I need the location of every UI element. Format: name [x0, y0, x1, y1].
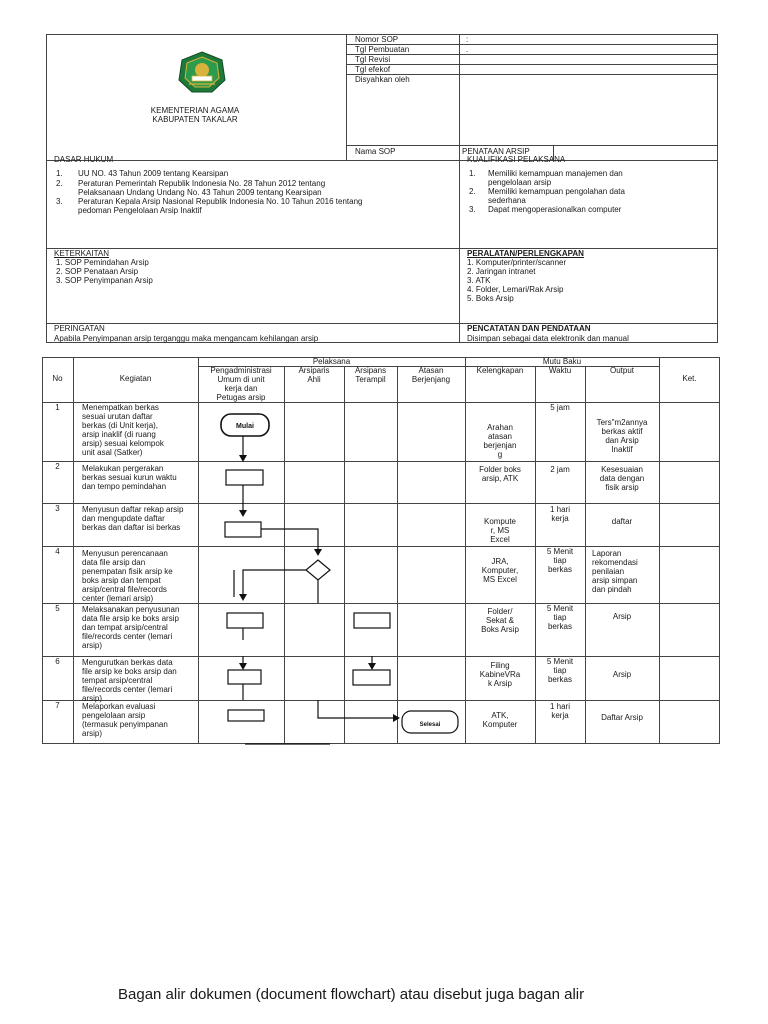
- dasar-hukum-item-2: Peraturan Pemerintah Republik Indonesia No. 28 Tahun 2012 tentang Pelaksanaan Undang Undang No. 43 Tahun 2009 tentang Kearsipan: [78, 179, 326, 197]
- col-no: No: [52, 374, 63, 383]
- col-kelengkapan: Kelengkapan: [476, 366, 524, 375]
- row-6-output: Arsip: [612, 670, 632, 679]
- row-3-output: daftar: [611, 517, 633, 526]
- meta-label-efektif: Tgl efekof: [355, 65, 391, 74]
- process-box-7: [228, 710, 264, 721]
- figure-caption: Bagan alir dokumen (document flowchart) atau disebut juga bagan alir: [118, 986, 585, 1003]
- row-3-kegiatan: Menyusun daftar rekap arsip dan mengupdate daftar berkas dan daftar isi berkas: [82, 505, 184, 532]
- row-3-waktu: 1 hari kerja: [549, 505, 570, 523]
- row-7-waktu: 1 hari kerja: [549, 702, 570, 720]
- row-4-no: 4: [55, 547, 60, 556]
- peralatan-item-3: 3. ATK: [467, 276, 491, 285]
- row-1-kelengkapan: Arahan atasan berjenjan g: [483, 423, 517, 459]
- peringatan-title: PERINGATAN: [54, 324, 105, 333]
- col-output: Output: [609, 366, 634, 375]
- col-mutu-baku: Mutu Baku: [542, 357, 582, 366]
- meta-value-nomor: :: [466, 35, 469, 44]
- process-box-5a: [227, 613, 263, 628]
- peringatan-text: Apabila Penyimpanan arsip terganggu maka mengancam kehilangan arsip: [54, 334, 319, 343]
- row-1-waktu: 5 jam: [550, 403, 570, 412]
- row-4-waktu: 5 Menit tiap berkas: [546, 547, 574, 574]
- meta-label-revisi: Tgl Revisi: [355, 55, 391, 64]
- row-5-kelengkapan: Folder/ Sekat & Boks Arsip: [481, 607, 519, 634]
- row-5-no: 5: [55, 604, 60, 613]
- row-1-output: Ters"m2annya berkas aktif dan Arsip Inaktif: [596, 418, 648, 454]
- dasar-hukum-num-2: 2.: [56, 179, 63, 188]
- row-2-kelengkapan: Folder boks arsip, ATK: [479, 465, 521, 483]
- peralatan-title: PERALATAN/PERLENGKAPAN: [467, 249, 584, 258]
- col-ket: Ket.: [682, 374, 697, 383]
- peralatan-item-4: 4. Folder, Lemari/Rak Arsip: [467, 285, 564, 294]
- peralatan-item-1: 1. Komputer/printer/scanner: [467, 258, 567, 267]
- col-arsiparis-terampil: Arsipans Terampil: [354, 366, 387, 384]
- process-box-6a: [228, 670, 261, 684]
- row-7-kelengkapan: ATK, Komputer: [482, 711, 518, 729]
- col-kegiatan: Kegiatan: [119, 374, 152, 383]
- row-7-no: 7: [55, 701, 60, 710]
- col-pelaksana: Pelaksana: [312, 357, 351, 366]
- col-pengadministrasi: Pengadministrasi Umum di unit kerja dan Petugas arsip: [210, 366, 272, 402]
- kualifikasi-num-3: 3.: [469, 205, 476, 214]
- row-5-output: Arsip: [612, 612, 632, 621]
- col-waktu: Waktu: [548, 366, 572, 375]
- dasar-hukum-num-3: 3.: [56, 197, 63, 206]
- org-line2: KABUPATEN TAKALAR: [152, 115, 238, 124]
- row-3-no: 3: [55, 504, 60, 513]
- peralatan-item-5: 5. Boks Arsip: [467, 294, 514, 303]
- row-1-no: 1: [55, 403, 60, 412]
- row-4-kegiatan: Menyusun perencanaan data file arsip dan penempatan fisik arsip ke boks arsip dan tempat arsip/central file/records center (lemari arsip): [82, 549, 173, 603]
- col-atasan: Atasan Berjenjang: [411, 366, 451, 384]
- col-arsiparis-ahli: Arsiparis Ahli: [298, 366, 330, 384]
- kualifikasi-item-2: Memiliki kemampuan pengolahan data sederhana: [488, 187, 625, 205]
- nama-sop-value: PENATAAN ARSIP: [462, 147, 530, 156]
- row-6-kegiatan: Mengurutkan berkas data file arsip ke boks arsip dan tempat arsip/central file/records center (lemari arsip): [82, 658, 177, 703]
- keterkaitan-item-1: 1. SOP Pemindahan Arsip: [56, 258, 149, 267]
- peralatan-item-2: 2. Jaringan intranet: [467, 267, 536, 276]
- row-2-kegiatan: Melakukan pergerakan berkas sesuai kurun waktu dan tempo pemindahan: [82, 464, 177, 491]
- keterkaitan-title: KETERKAITAN: [54, 249, 109, 258]
- dasar-hukum-item-3: Peraturan Kepala Arsip Nasional Republik Indonesia No. 10 Tahun 2016 tentang pedoman Pengelolaan Arsip Inaktif: [78, 197, 363, 215]
- row-6-waktu: 5 Menit tiap berkas: [546, 657, 574, 684]
- meta-label-pembuatan: Tgl Pembuatan: [355, 45, 410, 54]
- row-2-no: 2: [55, 462, 60, 471]
- kualifikasi-title: KUALIFIKASI PELAKSANA: [467, 155, 566, 164]
- dasar-hukum-title: DASAR HUKUM: [54, 155, 114, 164]
- row-7-output: Daftar Arsip: [601, 713, 643, 722]
- meta-value-pembuatan: .: [466, 45, 469, 54]
- process-box-6b: [353, 670, 390, 685]
- kualifikasi-item-3: Dapat mengoperasionalkan computer: [488, 205, 622, 214]
- process-box-5b: [354, 613, 390, 628]
- kualifikasi-num-1: 1.: [469, 169, 476, 178]
- start-label: Mulai: [236, 423, 254, 430]
- decision-diamond-4: [306, 560, 330, 580]
- meta-label-nomor: Nomor SOP: [355, 35, 399, 44]
- row-7-kegiatan: Melaporkan evaluasi pengelolaan arsip (termasuk penyimpanan arsip): [82, 702, 168, 738]
- pencatatan-title: PENCATATAN DAN PENDATAAN: [467, 324, 591, 333]
- row-5-kegiatan: Melaksanakan penyusunan data file arsip ke boks arsip dan tempat arsip/central file/records center (lemari arsip): [82, 605, 180, 650]
- meta-label-disyahkan: Disyahkan oleh: [355, 75, 410, 84]
- pencatatan-text: Disimpan sebagai data elektronik dan manual: [467, 334, 629, 343]
- end-label: Selesai: [419, 722, 441, 728]
- nama-sop-label: Nama SOP: [355, 147, 396, 156]
- kualifikasi-num-2: 2.: [469, 187, 476, 196]
- row-6-kelengkapan: Filing KabineVRa k Arsip: [479, 661, 521, 688]
- keterkaitan-item-3: 3. SOP Penyimpanan Arsip: [56, 276, 153, 285]
- keterkaitan-item-2: 2. SOP Penataan Arsip: [56, 267, 139, 276]
- org-line1: KEMENTERIAN AGAMA: [150, 106, 240, 115]
- kualifikasi-item-1: Memiliki kemampuan manajemen dan pengelolaan arsip: [488, 169, 623, 187]
- row-6-no: 6: [55, 657, 60, 666]
- row-2-output: Kesesuaian data dengan fisik arsip: [599, 465, 645, 492]
- row-4-kelengkapan: JRA, Komputer, MS Excel: [481, 557, 519, 584]
- row-5-waktu: 5 Menit tiap berkas: [546, 604, 574, 631]
- row-4-output: Laporan rekomendasi penilaian arsip simpan dan pindah: [592, 549, 638, 594]
- row-3-kelengkapan: Kompute r, MS Excel: [483, 517, 517, 544]
- dasar-hukum-num-1: 1.: [56, 169, 63, 178]
- dasar-hukum-item-1: UU NO. 43 Tahun 2009 tentang Kearsipan: [78, 169, 229, 178]
- process-box-3: [225, 522, 261, 537]
- process-box-2: [226, 470, 263, 485]
- row-2-waktu: 2 jam: [550, 465, 570, 474]
- row-1-kegiatan: Menempatkan berkas sesuai urutan daftar berkas (di Unit kerja), arsip inaklif (di ruang arsip) sesuai kelompok unit asal (Satker): [82, 403, 164, 457]
